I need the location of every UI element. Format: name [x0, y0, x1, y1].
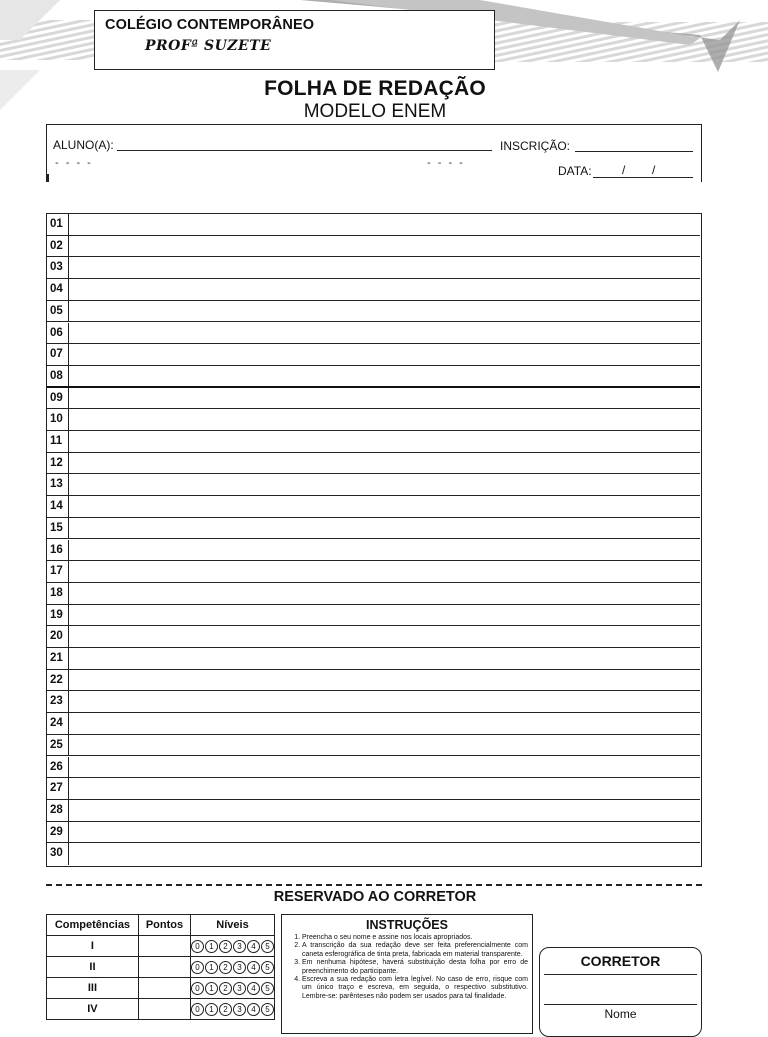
school-name: COLÉGIO CONTEMPORÂNEO [105, 17, 315, 33]
writing-line[interactable] [47, 670, 700, 692]
dash-mark-left: - - - - [55, 157, 93, 169]
line-number: 11 [47, 431, 69, 452]
level-bubble[interactable]: 1 [205, 1003, 218, 1016]
page-subtitle: MODELO ENEM [303, 101, 447, 122]
line-number: 20 [47, 626, 69, 647]
corrector-title: CORRETOR [580, 953, 661, 969]
line-number: 01 [47, 214, 69, 235]
line-number: 13 [47, 474, 69, 495]
line-number: 17 [47, 561, 69, 582]
col-pontos: Pontos [138, 915, 190, 936]
registration-label: INSCRIÇÃO: [500, 139, 571, 153]
line-number: 07 [47, 344, 69, 365]
instructions-list [302, 934, 528, 1001]
competency-row [47, 978, 275, 999]
page-title: FOLHA DE REDAÇÃO [264, 77, 486, 100]
instructions-box [281, 914, 533, 1034]
line-number: 15 [47, 518, 69, 539]
line-number: 14 [47, 496, 69, 517]
writing-line[interactable] [47, 453, 700, 475]
line-number: 02 [47, 236, 69, 257]
level-bubble[interactable]: 0 [191, 940, 204, 953]
line-number: 19 [47, 605, 69, 626]
writing-line[interactable] [47, 735, 700, 757]
level-bubble[interactable]: 4 [247, 961, 260, 974]
writing-line[interactable] [47, 605, 700, 627]
level-bubble[interactable]: 5 [261, 982, 274, 995]
writing-line[interactable] [47, 561, 700, 583]
writing-line[interactable] [47, 257, 700, 279]
student-name-field[interactable] [117, 150, 492, 151]
level-bubble[interactable]: 4 [247, 982, 260, 995]
level-bubble[interactable]: 1 [205, 961, 218, 974]
competency-number: IV [47, 999, 139, 1020]
competency-row [47, 999, 275, 1020]
level-bubble[interactable]: 2 [219, 940, 232, 953]
writing-line[interactable] [47, 474, 700, 496]
line-number: 05 [47, 301, 69, 322]
writing-line[interactable] [47, 366, 700, 388]
line-number: 30 [47, 843, 69, 865]
line-number: 21 [47, 648, 69, 669]
points-cell[interactable] [138, 999, 190, 1020]
levels-cell [191, 978, 275, 999]
competency-number: I [47, 936, 139, 957]
levels-cell [191, 957, 275, 978]
writing-line[interactable] [47, 843, 700, 865]
levels-cell [191, 999, 275, 1020]
instruction-item: 4. Escreva a sua redação com letra legível. No caso de erro, risque com um único traço e escreva, em seguida, o respectivo substitutivo. Lembre-se: parênteses não podem ser usados para tal finalidade. [302, 976, 528, 1001]
level-bubble[interactable]: 1 [205, 940, 218, 953]
level-bubble[interactable]: 2 [219, 982, 232, 995]
writing-line[interactable] [47, 691, 700, 713]
competency-row [47, 936, 275, 957]
writing-line[interactable] [47, 713, 700, 735]
writing-line[interactable] [47, 757, 700, 779]
box-corner [46, 174, 49, 182]
writing-line[interactable] [47, 518, 700, 540]
writing-lines [46, 213, 702, 867]
level-bubble[interactable]: 3 [233, 1003, 246, 1016]
student-info-box [46, 124, 702, 182]
writing-line[interactable] [47, 822, 700, 844]
writing-line[interactable] [47, 214, 700, 236]
level-bubble[interactable]: 1 [205, 982, 218, 995]
levels-cell [191, 936, 275, 957]
reserved-label: RESERVADO AO CORRETOR [273, 889, 477, 905]
level-bubble[interactable]: 5 [261, 1003, 274, 1016]
registration-field[interactable] [575, 151, 693, 152]
instruction-item: 3. Em nenhuma hipótese, haverá substituição desta folha por erro de preenchimento do participante. [302, 959, 528, 976]
level-bubble[interactable]: 5 [261, 940, 274, 953]
school-header-box [94, 10, 495, 70]
competency-number: III [47, 978, 139, 999]
teacher-name: PROFª SUZETE [145, 38, 272, 54]
line-number: 04 [47, 279, 69, 300]
col-competencias: Competências [47, 915, 139, 936]
writing-line[interactable] [47, 301, 700, 323]
level-bubble[interactable]: 5 [261, 961, 274, 974]
level-bubble[interactable]: 0 [191, 961, 204, 974]
instruction-item: 2. A transcrição da sua redação deve ser feita preferencialmente com caneta esferográfica de tinta preta, fabricada em material transparente. [302, 942, 528, 959]
level-bubble[interactable]: 3 [233, 961, 246, 974]
instructions-title: INSTRUÇÕES [366, 918, 448, 932]
line-number: 09 [47, 388, 69, 409]
level-bubble[interactable]: 2 [219, 1003, 232, 1016]
line-number: 25 [47, 735, 69, 756]
writing-line[interactable] [47, 409, 700, 431]
level-bubble[interactable]: 3 [233, 940, 246, 953]
corrector-name-label: Nome [604, 1007, 637, 1021]
points-cell[interactable] [138, 936, 190, 957]
competency-number: II [47, 957, 139, 978]
date-separator-1: / [622, 163, 626, 177]
line-number: 28 [47, 800, 69, 821]
level-bubble[interactable]: 0 [191, 982, 204, 995]
date-separator-2: / [652, 163, 656, 177]
line-number: 29 [47, 822, 69, 843]
corrector-name-field[interactable] [544, 1004, 697, 1005]
line-number: 18 [47, 583, 69, 604]
student-name-label: ALUNO(A): [53, 138, 114, 152]
writing-line[interactable] [47, 626, 700, 648]
line-number: 10 [47, 409, 69, 430]
line-number: 12 [47, 453, 69, 474]
writing-line[interactable] [47, 279, 700, 301]
dash-mark-middle: - - - - [427, 157, 465, 169]
writing-line[interactable] [47, 388, 700, 410]
line-number: 26 [47, 757, 69, 778]
writing-line[interactable] [47, 583, 700, 605]
line-number: 03 [47, 257, 69, 278]
writing-line[interactable] [47, 778, 700, 800]
level-bubble[interactable]: 2 [219, 961, 232, 974]
line-number: 22 [47, 670, 69, 691]
points-cell[interactable] [138, 957, 190, 978]
level-bubble[interactable]: 4 [247, 940, 260, 953]
writing-line[interactable] [47, 236, 700, 258]
line-number: 24 [47, 713, 69, 734]
writing-line[interactable] [47, 323, 700, 345]
competencies-table [46, 914, 275, 1020]
line-number: 06 [47, 323, 69, 344]
date-label: DATA: [558, 164, 592, 178]
corrector-divider [544, 974, 697, 975]
writing-line[interactable] [47, 431, 700, 453]
level-bubble[interactable]: 4 [247, 1003, 260, 1016]
line-number: 16 [47, 540, 69, 561]
points-cell[interactable] [138, 978, 190, 999]
writing-line[interactable] [47, 540, 700, 562]
level-bubble[interactable]: 0 [191, 1003, 204, 1016]
writing-line[interactable] [47, 344, 700, 366]
level-bubble[interactable]: 3 [233, 982, 246, 995]
dashed-separator [46, 884, 702, 886]
writing-line[interactable] [47, 800, 700, 822]
writing-line[interactable] [47, 496, 700, 518]
line-number: 08 [47, 366, 69, 386]
line-number: 23 [47, 691, 69, 712]
date-field[interactable] [593, 177, 693, 178]
col-niveis: Níveis [191, 915, 275, 936]
writing-line[interactable] [47, 648, 700, 670]
instruction-item: 1. Preencha o seu nome e assine nos locais apropriados. [302, 934, 528, 942]
competency-row [47, 957, 275, 978]
line-number: 27 [47, 778, 69, 799]
